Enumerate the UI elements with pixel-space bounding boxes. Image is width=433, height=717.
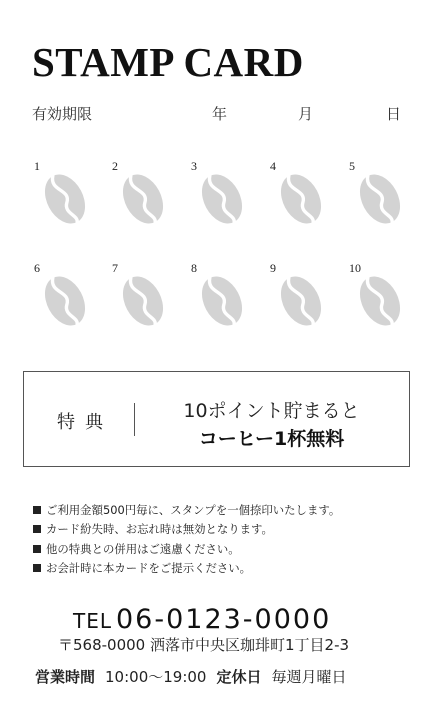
- note-item: お会計時に本カードをご提示ください。: [33, 559, 423, 579]
- stamp-number: 1: [34, 159, 40, 173]
- note-item: 他の特典との併用はご遠慮ください。: [33, 539, 423, 559]
- note-item: ご利用金額500円毎に、スタンプを一個捺印いたします。: [33, 500, 423, 520]
- hours-label: 営業時間: [35, 668, 96, 686]
- bullet-square-icon: [33, 506, 41, 514]
- business-hours: [35, 666, 347, 687]
- coffee-bean-icon: [198, 169, 246, 229]
- benefit-label: 特典: [57, 412, 113, 433]
- stamp-number: 5: [349, 159, 355, 173]
- stamp-slot: [349, 262, 409, 332]
- stamp-number: 4: [270, 159, 276, 173]
- expiry-label: 有効期限: [32, 105, 93, 123]
- coffee-bean-icon: [198, 271, 246, 331]
- expiry-day: 日: [386, 105, 402, 123]
- coffee-bean-icon: [119, 169, 167, 229]
- coffee-bean-icon: [356, 271, 404, 331]
- stamp-number: 9: [270, 261, 276, 275]
- stamp-number: 6: [34, 261, 40, 275]
- stamp-slot: [270, 262, 330, 332]
- stamp-slot: [112, 160, 172, 230]
- shop-address: 〒568-0000 洒落市中央区珈琲町1丁目2-3: [58, 636, 350, 654]
- coffee-bean-icon: [277, 271, 325, 331]
- stamp-number: 7: [112, 261, 118, 275]
- stamp-slot: [34, 160, 94, 230]
- hours-value: 10:00〜19:00: [105, 668, 207, 686]
- stamp-number: 3: [191, 159, 197, 173]
- stamp-slot: [349, 160, 409, 230]
- tel-number: 06-0123-0000: [116, 604, 332, 635]
- stamp-slot: [191, 160, 251, 230]
- coffee-bean-icon: [356, 169, 404, 229]
- phone-number: [73, 604, 331, 634]
- bullet-square-icon: [33, 545, 41, 553]
- bullet-square-icon: [33, 525, 41, 533]
- coffee-bean-icon: [119, 271, 167, 331]
- notes-list: [33, 500, 423, 578]
- note-item: カード紛失時、お忘れ時は無効となります。: [33, 520, 423, 540]
- stamp-slot: [270, 160, 330, 230]
- expiry-month: 月: [298, 105, 314, 123]
- stamp-number: 2: [112, 159, 118, 173]
- benefit-box: [23, 371, 410, 467]
- closed-value: 毎週月曜日: [271, 668, 347, 686]
- stamp-slot: [34, 262, 94, 332]
- benefit-reward: コーヒー1杯無料: [198, 428, 345, 450]
- coffee-bean-icon: [277, 169, 325, 229]
- stamp-slot: [112, 262, 172, 332]
- coffee-bean-icon: [41, 271, 89, 331]
- benefit-condition: 10ポイント貯まると: [183, 400, 360, 422]
- card-title: STAMP CARD: [32, 39, 304, 85]
- bullet-square-icon: [33, 564, 41, 572]
- expiry-year: 年: [212, 105, 228, 123]
- coffee-bean-icon: [41, 169, 89, 229]
- stamp-slot: [191, 262, 251, 332]
- tel-label: TEL: [73, 609, 112, 633]
- stamp-number: 10: [349, 261, 361, 275]
- closed-label: 定休日: [216, 668, 262, 686]
- stamp-number: 8: [191, 261, 197, 275]
